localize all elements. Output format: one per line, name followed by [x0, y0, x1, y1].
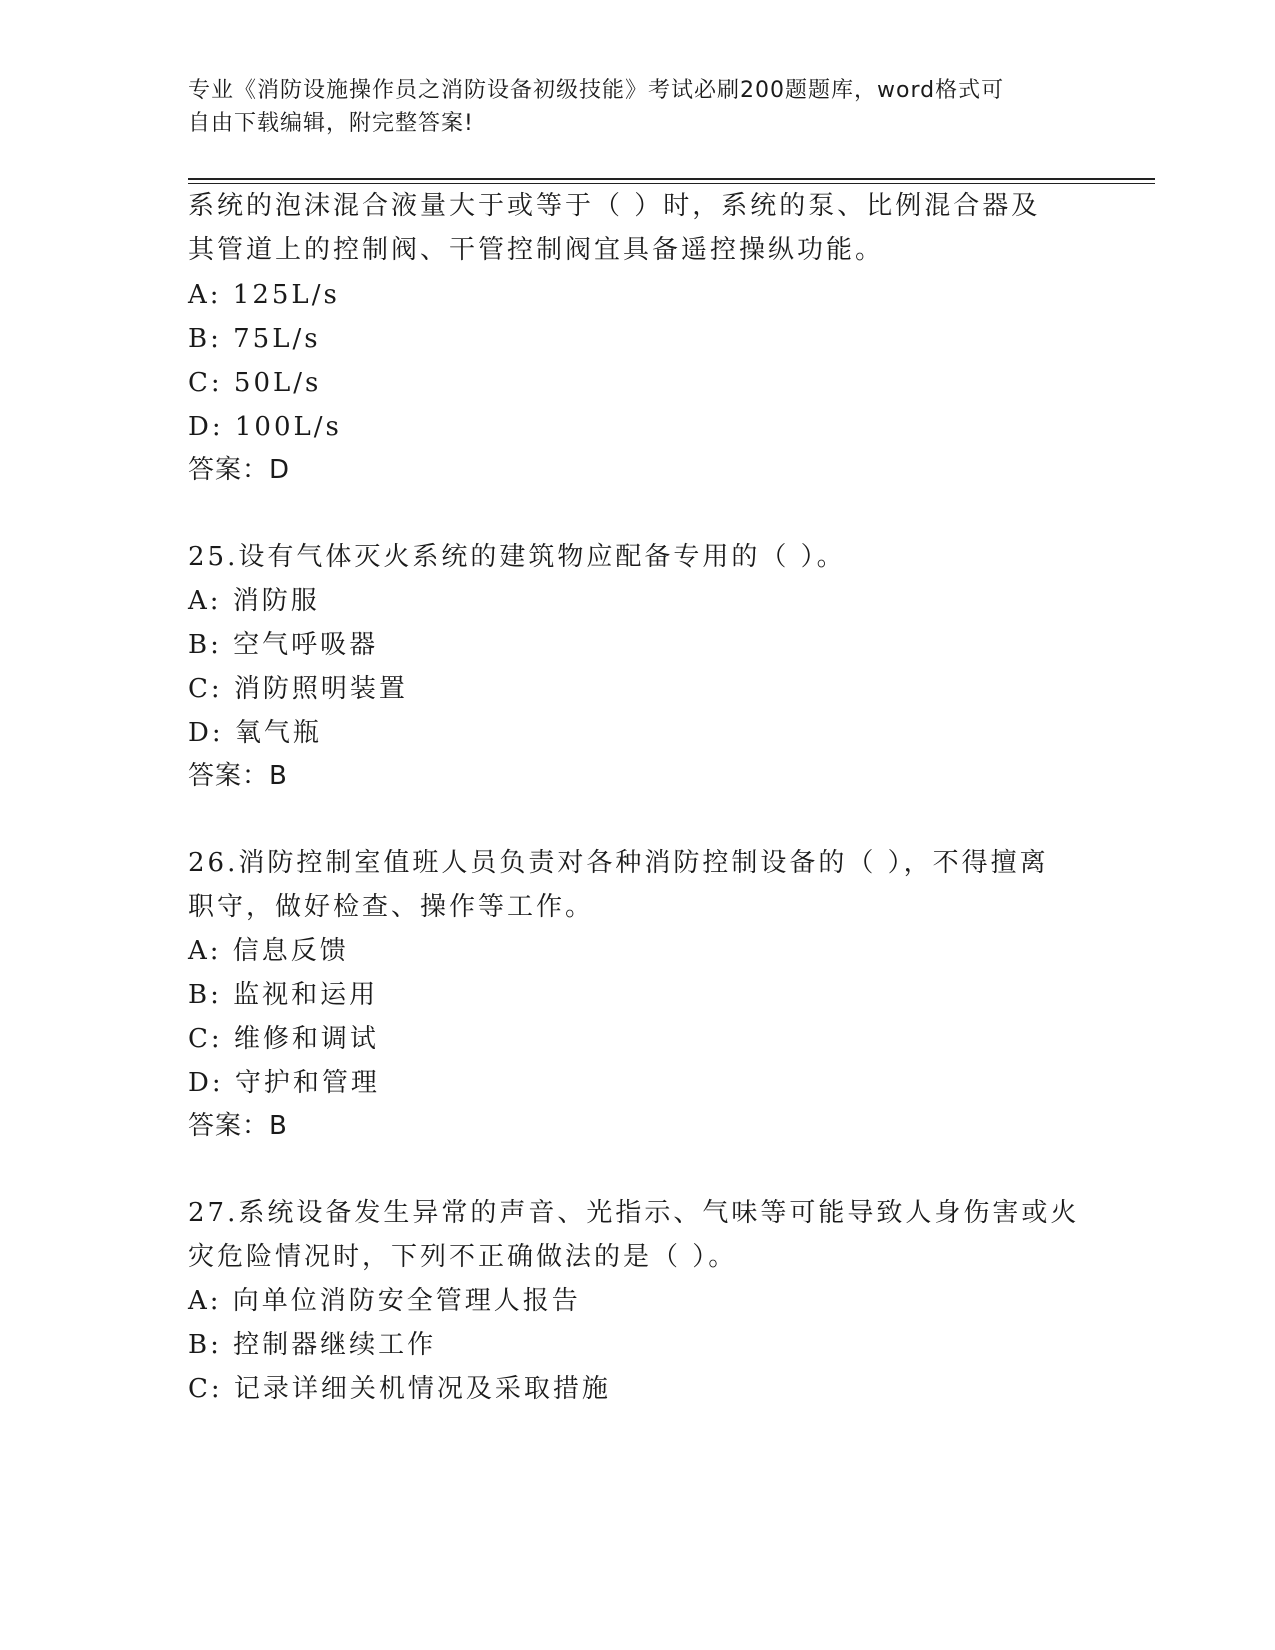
q25-option-d: D: 氧气瓶 [188, 718, 322, 748]
q27-option-c: C: 记录详细关机情况及采取措施 [188, 1374, 611, 1404]
q24-option-b: B: 75L/s [188, 324, 321, 354]
q25-text-line-1: 25.设有气体灭火系统的建筑物应配备专用的（ ）。 [188, 542, 846, 572]
q26-option-a: A: 信息反馈 [188, 936, 349, 966]
q27-text-line-2: 灾危险情况时，下列不正确做法的是（ ）。 [188, 1242, 738, 1272]
header-divider-thin [188, 183, 1155, 184]
q25-option-c: C: 消防照明装置 [188, 674, 408, 704]
q25-answer: 答案：B [188, 761, 288, 791]
q26-option-b: B: 监视和运用 [188, 980, 379, 1010]
header-line-1: 专业《消防设施操作员之消防设备初级技能》考试必刷200题题库，word格式可 [188, 78, 1005, 103]
q26-text-line-2: 职守，做好检查、操作等工作。 [188, 892, 595, 922]
q25-option-a: A: 消防服 [188, 586, 320, 616]
q25-option-b: B: 空气呼吸器 [188, 630, 379, 660]
q24-text-line-2: 其管道上的控制阀、干管控制阀宜具备遥控操纵功能。 [188, 235, 885, 265]
q27-option-a: A: 向单位消防安全管理人报告 [188, 1286, 581, 1316]
q24-option-d: D: 100L/s [188, 412, 342, 442]
q24-text-line-1: 系统的泡沫混合液量大于或等于（ ）时，系统的泵、比例混合器及 [188, 191, 1041, 221]
q27-option-b: B: 控制器继续工作 [188, 1330, 437, 1360]
q24-answer: 答案：D [188, 455, 291, 485]
header-line-2: 自由下载编辑，附完整答案! [188, 111, 474, 136]
q26-answer: 答案：B [188, 1111, 288, 1141]
q26-option-d: D: 守护和管理 [188, 1068, 380, 1098]
q26-option-c: C: 维修和调试 [188, 1024, 379, 1054]
header-divider-thick [188, 178, 1155, 180]
q24-option-c: C: 50L/s [188, 368, 322, 398]
q27-text-line-1: 27.系统设备发生异常的声音、光指示、气味等可能导致人身伤害或火 [188, 1198, 1080, 1228]
q24-option-a: A: 125L/s [188, 280, 340, 310]
q26-text-line-1: 26.消防控制室值班人员负责对各种消防控制设备的（ ），不得擅离 [188, 848, 1049, 878]
document-header [188, 74, 1068, 140]
